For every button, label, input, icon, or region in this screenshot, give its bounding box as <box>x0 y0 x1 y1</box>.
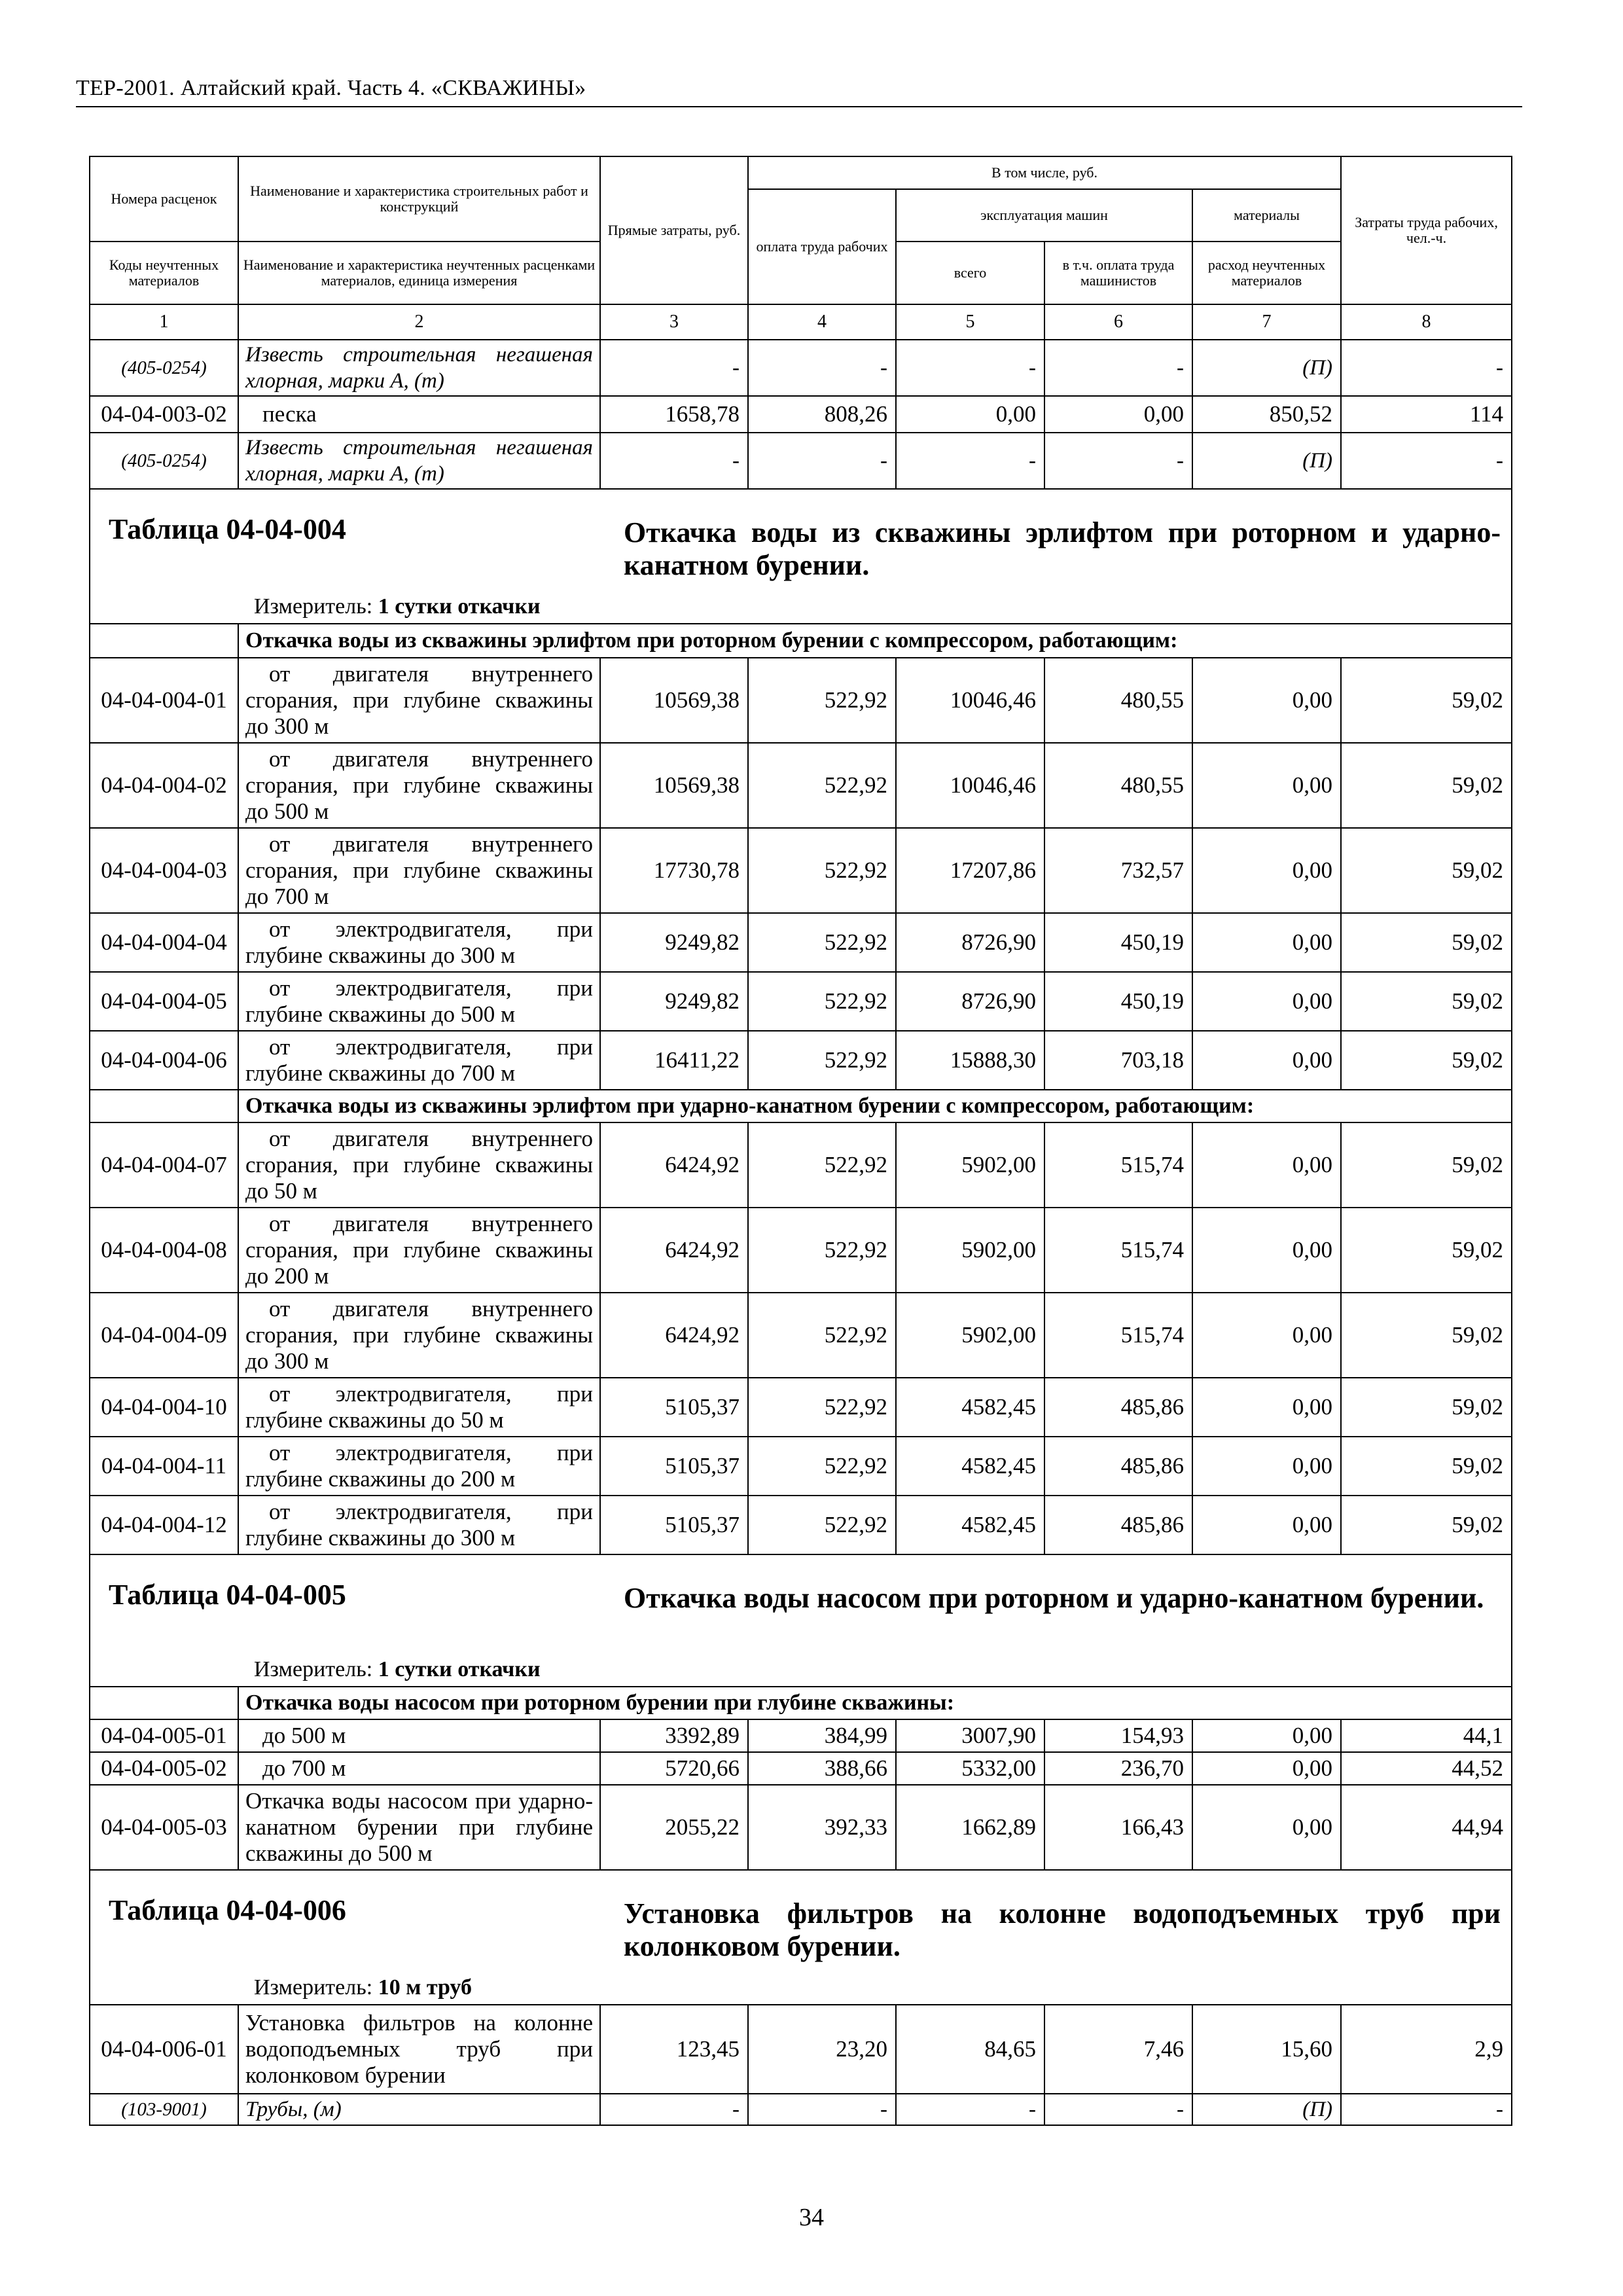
column-number: 5 <box>896 304 1044 340</box>
cell-labor-hours: 59,02 <box>1341 1378 1512 1437</box>
table-004-section1-rows <box>90 658 1512 1090</box>
cell-labor-hours: 59,02 <box>1341 1122 1512 1208</box>
cell-direct-cost: - <box>600 340 748 396</box>
cell-machines-total: 8726,90 <box>896 972 1044 1031</box>
rate-description: от электродвигателя, при глубине скважины до 50 м <box>238 1378 600 1437</box>
cell-machines-total: 10046,46 <box>896 658 1044 743</box>
table-row <box>90 1208 1512 1293</box>
price-table <box>89 156 1512 2126</box>
page-header <box>76 73 1522 107</box>
cell-labor-hours: 2,9 <box>1341 2005 1512 2094</box>
material-code: (103-9001) <box>90 2094 238 2125</box>
section-row <box>90 1687 1512 1719</box>
cell-direct-cost: 10569,38 <box>600 743 748 828</box>
cell-labor-pay: 388,66 <box>748 1752 896 1785</box>
table-row <box>90 1437 1512 1496</box>
material-code: (405-0254) <box>90 433 238 489</box>
cell-materials: 0,00 <box>1192 1496 1341 1554</box>
cell-direct-cost: 9249,82 <box>600 913 748 972</box>
table-row <box>90 396 1512 433</box>
cell-machinists-pay: 480,55 <box>1044 658 1192 743</box>
cell-machines-total: 0,00 <box>896 396 1044 433</box>
table-row <box>90 972 1512 1031</box>
section-row <box>90 1090 1512 1122</box>
cell-labor-pay: 522,92 <box>748 1031 896 1090</box>
cell-machinists-pay: 703,18 <box>1044 1031 1192 1090</box>
table-measure <box>254 1657 541 1683</box>
cell-direct-cost: 5720,66 <box>600 1752 748 1785</box>
price-table-sheet <box>89 156 1511 2126</box>
table-row <box>90 743 1512 828</box>
measure-label: Измеритель: <box>254 594 373 619</box>
material-name: Известь строительная негашеная хлорная, марки А, (т) <box>238 433 600 489</box>
cell-labor-hours: 59,02 <box>1341 828 1512 913</box>
cell-materials: 0,00 <box>1192 1437 1341 1496</box>
page-number: 34 <box>799 2204 824 2231</box>
table-label: Таблица 04-04-005 <box>109 1579 346 1611</box>
cell-machines-total: 4582,45 <box>896 1378 1044 1437</box>
cell-labor-pay: 522,92 <box>748 658 896 743</box>
cell-machinists-pay: 515,74 <box>1044 1293 1192 1378</box>
header-col6: в т.ч. оплата труда машинистов <box>1044 242 1192 304</box>
cell-machinists-pay: 236,70 <box>1044 1752 1192 1785</box>
rate-code: 04-04-005-02 <box>90 1752 238 1785</box>
cell-labor-pay: 522,92 <box>748 1496 896 1554</box>
cell-machines-total: 10046,46 <box>896 743 1044 828</box>
table-title-row <box>90 1870 1512 2005</box>
cell-machinists-pay: 485,86 <box>1044 1496 1192 1554</box>
cell-machines-total: 5902,00 <box>896 1122 1044 1208</box>
cell-direct-cost: 6424,92 <box>600 1208 748 1293</box>
rate-code: 04-04-004-08 <box>90 1208 238 1293</box>
material-row <box>90 2094 1512 2125</box>
cell-materials: (П) <box>1192 433 1341 489</box>
table-row <box>90 1496 1512 1554</box>
header-col4: оплата труда рабочих <box>748 189 896 304</box>
rate-code: 04-04-006-01 <box>90 2005 238 2094</box>
cell-materials: 0,00 <box>1192 658 1341 743</box>
cell-labor-hours: 59,02 <box>1341 913 1512 972</box>
table-title: Откачка воды из скважины эрлифтом при роторном и ударно-канатном бурении. <box>624 516 1501 581</box>
table-row <box>90 658 1512 743</box>
cell-materials: 0,00 <box>1192 1785 1341 1870</box>
table-row <box>90 1122 1512 1208</box>
cell-direct-cost: 2055,22 <box>600 1785 748 1870</box>
cell-labor-pay: 522,92 <box>748 828 896 913</box>
cell-labor-hours: 59,02 <box>1341 1031 1512 1090</box>
column-number-row <box>90 304 1512 340</box>
cell-machines-total: - <box>896 433 1044 489</box>
rate-description: от двигателя внутреннего сгорания, при глубине скважины до 300 м <box>238 1293 600 1378</box>
cell-machines-total: 8726,90 <box>896 913 1044 972</box>
cell-materials: 0,00 <box>1192 1208 1341 1293</box>
rate-description: от двигателя внутреннего сгорания, при глубине скважины до 500 м <box>238 743 600 828</box>
cell-direct-cost: - <box>600 433 748 489</box>
rate-code: 04-04-003-02 <box>90 396 238 433</box>
material-row <box>90 340 1512 396</box>
cell-machinists-pay: 7,46 <box>1044 2005 1192 2094</box>
rate-code: 04-04-005-03 <box>90 1785 238 1870</box>
rate-description: Установка фильтров на колонне водоподъемных труб при колонковом бурении <box>238 2005 600 2094</box>
section-row <box>90 624 1512 658</box>
cell-machines-total: 84,65 <box>896 2005 1044 2094</box>
cell-labor-pay: - <box>748 433 896 489</box>
rate-code: 04-04-004-04 <box>90 913 238 972</box>
cell-machines-total: 1662,89 <box>896 1785 1044 1870</box>
cell-labor-hours: - <box>1341 433 1512 489</box>
cell-labor-hours: 59,02 <box>1341 658 1512 743</box>
table-row <box>90 1752 1512 1785</box>
header-row-1 <box>90 156 1512 189</box>
column-number: 8 <box>1341 304 1512 340</box>
cell-labor-pay: 23,20 <box>748 2005 896 2094</box>
table-label: Таблица 04-04-006 <box>109 1894 346 1926</box>
cell-labor-pay: 384,99 <box>748 1719 896 1752</box>
header-title: ТЕР-2001. Алтайский край. Часть 4. «СКВАЖИНЫ» <box>76 76 586 100</box>
table-004-section2-rows <box>90 1122 1512 1554</box>
cell-labor-hours: 59,02 <box>1341 1496 1512 1554</box>
cell-machines-total: 15888,30 <box>896 1031 1044 1090</box>
cell-machinists-pay: 485,86 <box>1044 1437 1192 1496</box>
table-title: Откачка воды насосом при роторном и ударно-канатном бурении. <box>624 1582 1484 1614</box>
table-row <box>90 828 1512 913</box>
section-heading: Откачка воды насосом при роторном бурении при глубине скважины: <box>238 1687 1512 1719</box>
header-machines: эксплуатация машин <box>896 189 1192 242</box>
cell-machinists-pay: 450,19 <box>1044 972 1192 1031</box>
cell-labor-pay: 522,92 <box>748 972 896 1031</box>
cell-labor-hours: 114 <box>1341 396 1512 433</box>
measure-value: 1 сутки откачки <box>378 594 541 619</box>
cell-labor-hours: 59,02 <box>1341 1208 1512 1293</box>
cell-machines-total: - <box>896 340 1044 396</box>
table-measure <box>254 594 541 620</box>
cell-materials: 0,00 <box>1192 1293 1341 1378</box>
cell-direct-cost: 9249,82 <box>600 972 748 1031</box>
cell-direct-cost: 16411,22 <box>600 1031 748 1090</box>
header-col2-top: Наименование и характеристика строительных работ и конструкций <box>238 156 600 242</box>
table-label: Таблица 04-04-004 <box>109 513 346 545</box>
rate-code: 04-04-004-09 <box>90 1293 238 1378</box>
rate-description: от электродвигателя, при глубине скважины до 200 м <box>238 1437 600 1496</box>
cell-machinists-pay: 485,86 <box>1044 1378 1192 1437</box>
cell-machines-total: - <box>896 2094 1044 2125</box>
rate-description: от электродвигателя, при глубине скважины до 500 м <box>238 972 600 1031</box>
cell-materials: 0,00 <box>1192 1122 1341 1208</box>
cell-machinists-pay: 450,19 <box>1044 913 1192 972</box>
rate-code: 04-04-004-01 <box>90 658 238 743</box>
cell-labor-pay: 808,26 <box>748 396 896 433</box>
cell-direct-cost: 1658,78 <box>600 396 748 433</box>
material-name: Трубы, (м) <box>238 2094 600 2125</box>
material-code: (405-0254) <box>90 340 238 396</box>
column-number: 7 <box>1192 304 1341 340</box>
cell-materials: (П) <box>1192 340 1341 396</box>
cell-labor-hours: 44,52 <box>1341 1752 1512 1785</box>
rate-code: 04-04-004-02 <box>90 743 238 828</box>
header-col8: Затраты труда рабочих, чел.-ч. <box>1341 156 1512 304</box>
cell-materials: 0,00 <box>1192 1719 1341 1752</box>
rate-description: от электродвигателя, при глубине скважины до 300 м <box>238 1496 600 1554</box>
table-row <box>90 1378 1512 1437</box>
table-005-rows <box>90 1719 1512 1785</box>
cell-labor-pay: 522,92 <box>748 1437 896 1496</box>
rate-description: от электродвигателя, при глубине скважины до 700 м <box>238 1031 600 1090</box>
rate-code: 04-04-004-03 <box>90 828 238 913</box>
cell-direct-cost: 5105,37 <box>600 1437 748 1496</box>
cell-machinists-pay: - <box>1044 340 1192 396</box>
section-heading: Откачка воды из скважины эрлифтом при ударно-канатном бурении с компрессором, работающим: <box>238 1090 1512 1122</box>
cell-machinists-pay: 0,00 <box>1044 396 1192 433</box>
cell-labor-pay: - <box>748 340 896 396</box>
header-group-title: В том числе, руб. <box>748 156 1341 189</box>
cell-machines-total: 5332,00 <box>896 1752 1044 1785</box>
cell-labor-hours: 59,02 <box>1341 972 1512 1031</box>
cell-machinists-pay: 480,55 <box>1044 743 1192 828</box>
cell-labor-hours: - <box>1341 2094 1512 2125</box>
rate-description: от двигателя внутреннего сгорания, при глубине скважины до 200 м <box>238 1208 600 1293</box>
column-number: 3 <box>600 304 748 340</box>
cell-machines-total: 17207,86 <box>896 828 1044 913</box>
cell-labor-hours: - <box>1341 340 1512 396</box>
section-spacer <box>90 1090 238 1122</box>
table-row <box>90 913 1512 972</box>
cell-direct-cost: 3392,89 <box>600 1719 748 1752</box>
cell-labor-pay: - <box>748 2094 896 2125</box>
table-title-cell <box>90 1554 1512 1687</box>
cell-labor-pay: 522,92 <box>748 1122 896 1208</box>
rate-description: от двигателя внутреннего сгорания, при глубине скважины до 50 м <box>238 1122 600 1208</box>
cell-machines-total: 4582,45 <box>896 1496 1044 1554</box>
measure-value: 1 сутки откачки <box>378 1657 541 1681</box>
column-number: 4 <box>748 304 896 340</box>
cell-materials: 0,00 <box>1192 828 1341 913</box>
table-row <box>90 1719 1512 1752</box>
cell-materials: 0,00 <box>1192 1378 1341 1437</box>
header-col3: Прямые затраты, руб. <box>600 156 748 304</box>
cell-direct-cost: - <box>600 2094 748 2125</box>
header-col5: всего <box>896 242 1044 304</box>
cell-labor-pay: 522,92 <box>748 913 896 972</box>
cell-labor-hours: 59,02 <box>1341 743 1512 828</box>
cell-machines-total: 5902,00 <box>896 1208 1044 1293</box>
table-row <box>90 1031 1512 1090</box>
cell-direct-cost: 17730,78 <box>600 828 748 913</box>
section-heading: Откачка воды из скважины эрлифтом при роторном бурении с компрессором, работающим: <box>238 624 1512 658</box>
section-spacer <box>90 1687 238 1719</box>
cell-machinists-pay: - <box>1044 2094 1192 2125</box>
measure-value: 10 м труб <box>378 1975 472 2000</box>
table-title-row <box>90 1554 1512 1687</box>
rate-code: 04-04-004-11 <box>90 1437 238 1496</box>
measure-label: Измеритель: <box>254 1975 373 2000</box>
rate-description: от двигателя внутреннего сгорания, при глубине скважины до 700 м <box>238 828 600 913</box>
cell-direct-cost: 123,45 <box>600 2005 748 2094</box>
cell-materials: 850,52 <box>1192 396 1341 433</box>
header-col7: расход неучтенных материалов <box>1192 242 1341 304</box>
table-title: Установка фильтров на колонне водоподъемных труб при колонковом бурении. <box>624 1897 1501 1962</box>
rate-code: 04-04-004-07 <box>90 1122 238 1208</box>
cell-machinists-pay: 154,93 <box>1044 1719 1192 1752</box>
table-row <box>90 1785 1512 1870</box>
header-materials: материалы <box>1192 189 1341 242</box>
header-col1-top: Номера расценок <box>90 156 238 242</box>
material-name: Известь строительная негашеная хлорная, марки А, (т) <box>238 340 600 396</box>
table-title-row <box>90 489 1512 624</box>
cell-labor-hours: 59,02 <box>1341 1437 1512 1496</box>
table-title-cell <box>90 1870 1512 2005</box>
cell-materials: 0,00 <box>1192 1031 1341 1090</box>
rate-description: до 700 м <box>238 1752 600 1785</box>
cell-machinists-pay: 732,57 <box>1044 828 1192 913</box>
column-number: 2 <box>238 304 600 340</box>
column-number: 1 <box>90 304 238 340</box>
cell-labor-pay: 392,33 <box>748 1785 896 1870</box>
cell-direct-cost: 5105,37 <box>600 1378 748 1437</box>
cell-labor-pay: 522,92 <box>748 1208 896 1293</box>
cell-materials: 0,00 <box>1192 1752 1341 1785</box>
column-number: 6 <box>1044 304 1192 340</box>
rate-code: 04-04-004-05 <box>90 972 238 1031</box>
header-col2-bottom: Наименование и характеристика неучтенных расценками материалов, единица измерения <box>238 242 600 304</box>
material-row <box>90 433 1512 489</box>
cell-labor-pay: 522,92 <box>748 1378 896 1437</box>
cell-machinists-pay: 515,74 <box>1044 1122 1192 1208</box>
cell-direct-cost: 6424,92 <box>600 1293 748 1378</box>
cell-materials: 15,60 <box>1192 2005 1341 2094</box>
table-row <box>90 2005 1512 2094</box>
cell-machines-total: 4582,45 <box>896 1437 1044 1496</box>
measure-label: Измеритель: <box>254 1657 373 1681</box>
cell-machinists-pay: 166,43 <box>1044 1785 1192 1870</box>
rate-description: до 500 м <box>238 1719 600 1752</box>
rate-description: песка <box>238 396 600 433</box>
cell-materials: 0,00 <box>1192 913 1341 972</box>
cell-direct-cost: 6424,92 <box>600 1122 748 1208</box>
cell-labor-hours: 44,1 <box>1341 1719 1512 1752</box>
cell-machinists-pay: - <box>1044 433 1192 489</box>
cell-labor-pay: 522,92 <box>748 743 896 828</box>
rate-description: от двигателя внутреннего сгорания, при глубине скважины до 300 м <box>238 658 600 743</box>
cell-machines-total: 3007,90 <box>896 1719 1044 1752</box>
cell-labor-hours: 59,02 <box>1341 1293 1512 1378</box>
cell-machinists-pay: 515,74 <box>1044 1208 1192 1293</box>
cell-materials: 0,00 <box>1192 972 1341 1031</box>
cell-labor-hours: 44,94 <box>1341 1785 1512 1870</box>
rate-code: 04-04-004-10 <box>90 1378 238 1437</box>
rate-code: 04-04-005-01 <box>90 1719 238 1752</box>
table-measure <box>254 1975 472 2001</box>
cell-direct-cost: 10569,38 <box>600 658 748 743</box>
rate-code: 04-04-004-06 <box>90 1031 238 1090</box>
table-title-cell <box>90 489 1512 624</box>
cell-machines-total: 5902,00 <box>896 1293 1044 1378</box>
table-row <box>90 1293 1512 1378</box>
cell-materials: (П) <box>1192 2094 1341 2125</box>
cell-labor-pay: 522,92 <box>748 1293 896 1378</box>
cell-direct-cost: 5105,37 <box>600 1496 748 1554</box>
rate-code: 04-04-004-12 <box>90 1496 238 1554</box>
cell-materials: 0,00 <box>1192 743 1341 828</box>
section-spacer <box>90 624 238 658</box>
rate-description: Откачка воды насосом при ударно-канатном бурении при глубине скважины до 500 м <box>238 1785 600 1870</box>
rate-description: от электродвигателя, при глубине скважины до 300 м <box>238 913 600 972</box>
header-col1-bottom: Коды неучтенных материалов <box>90 242 238 304</box>
